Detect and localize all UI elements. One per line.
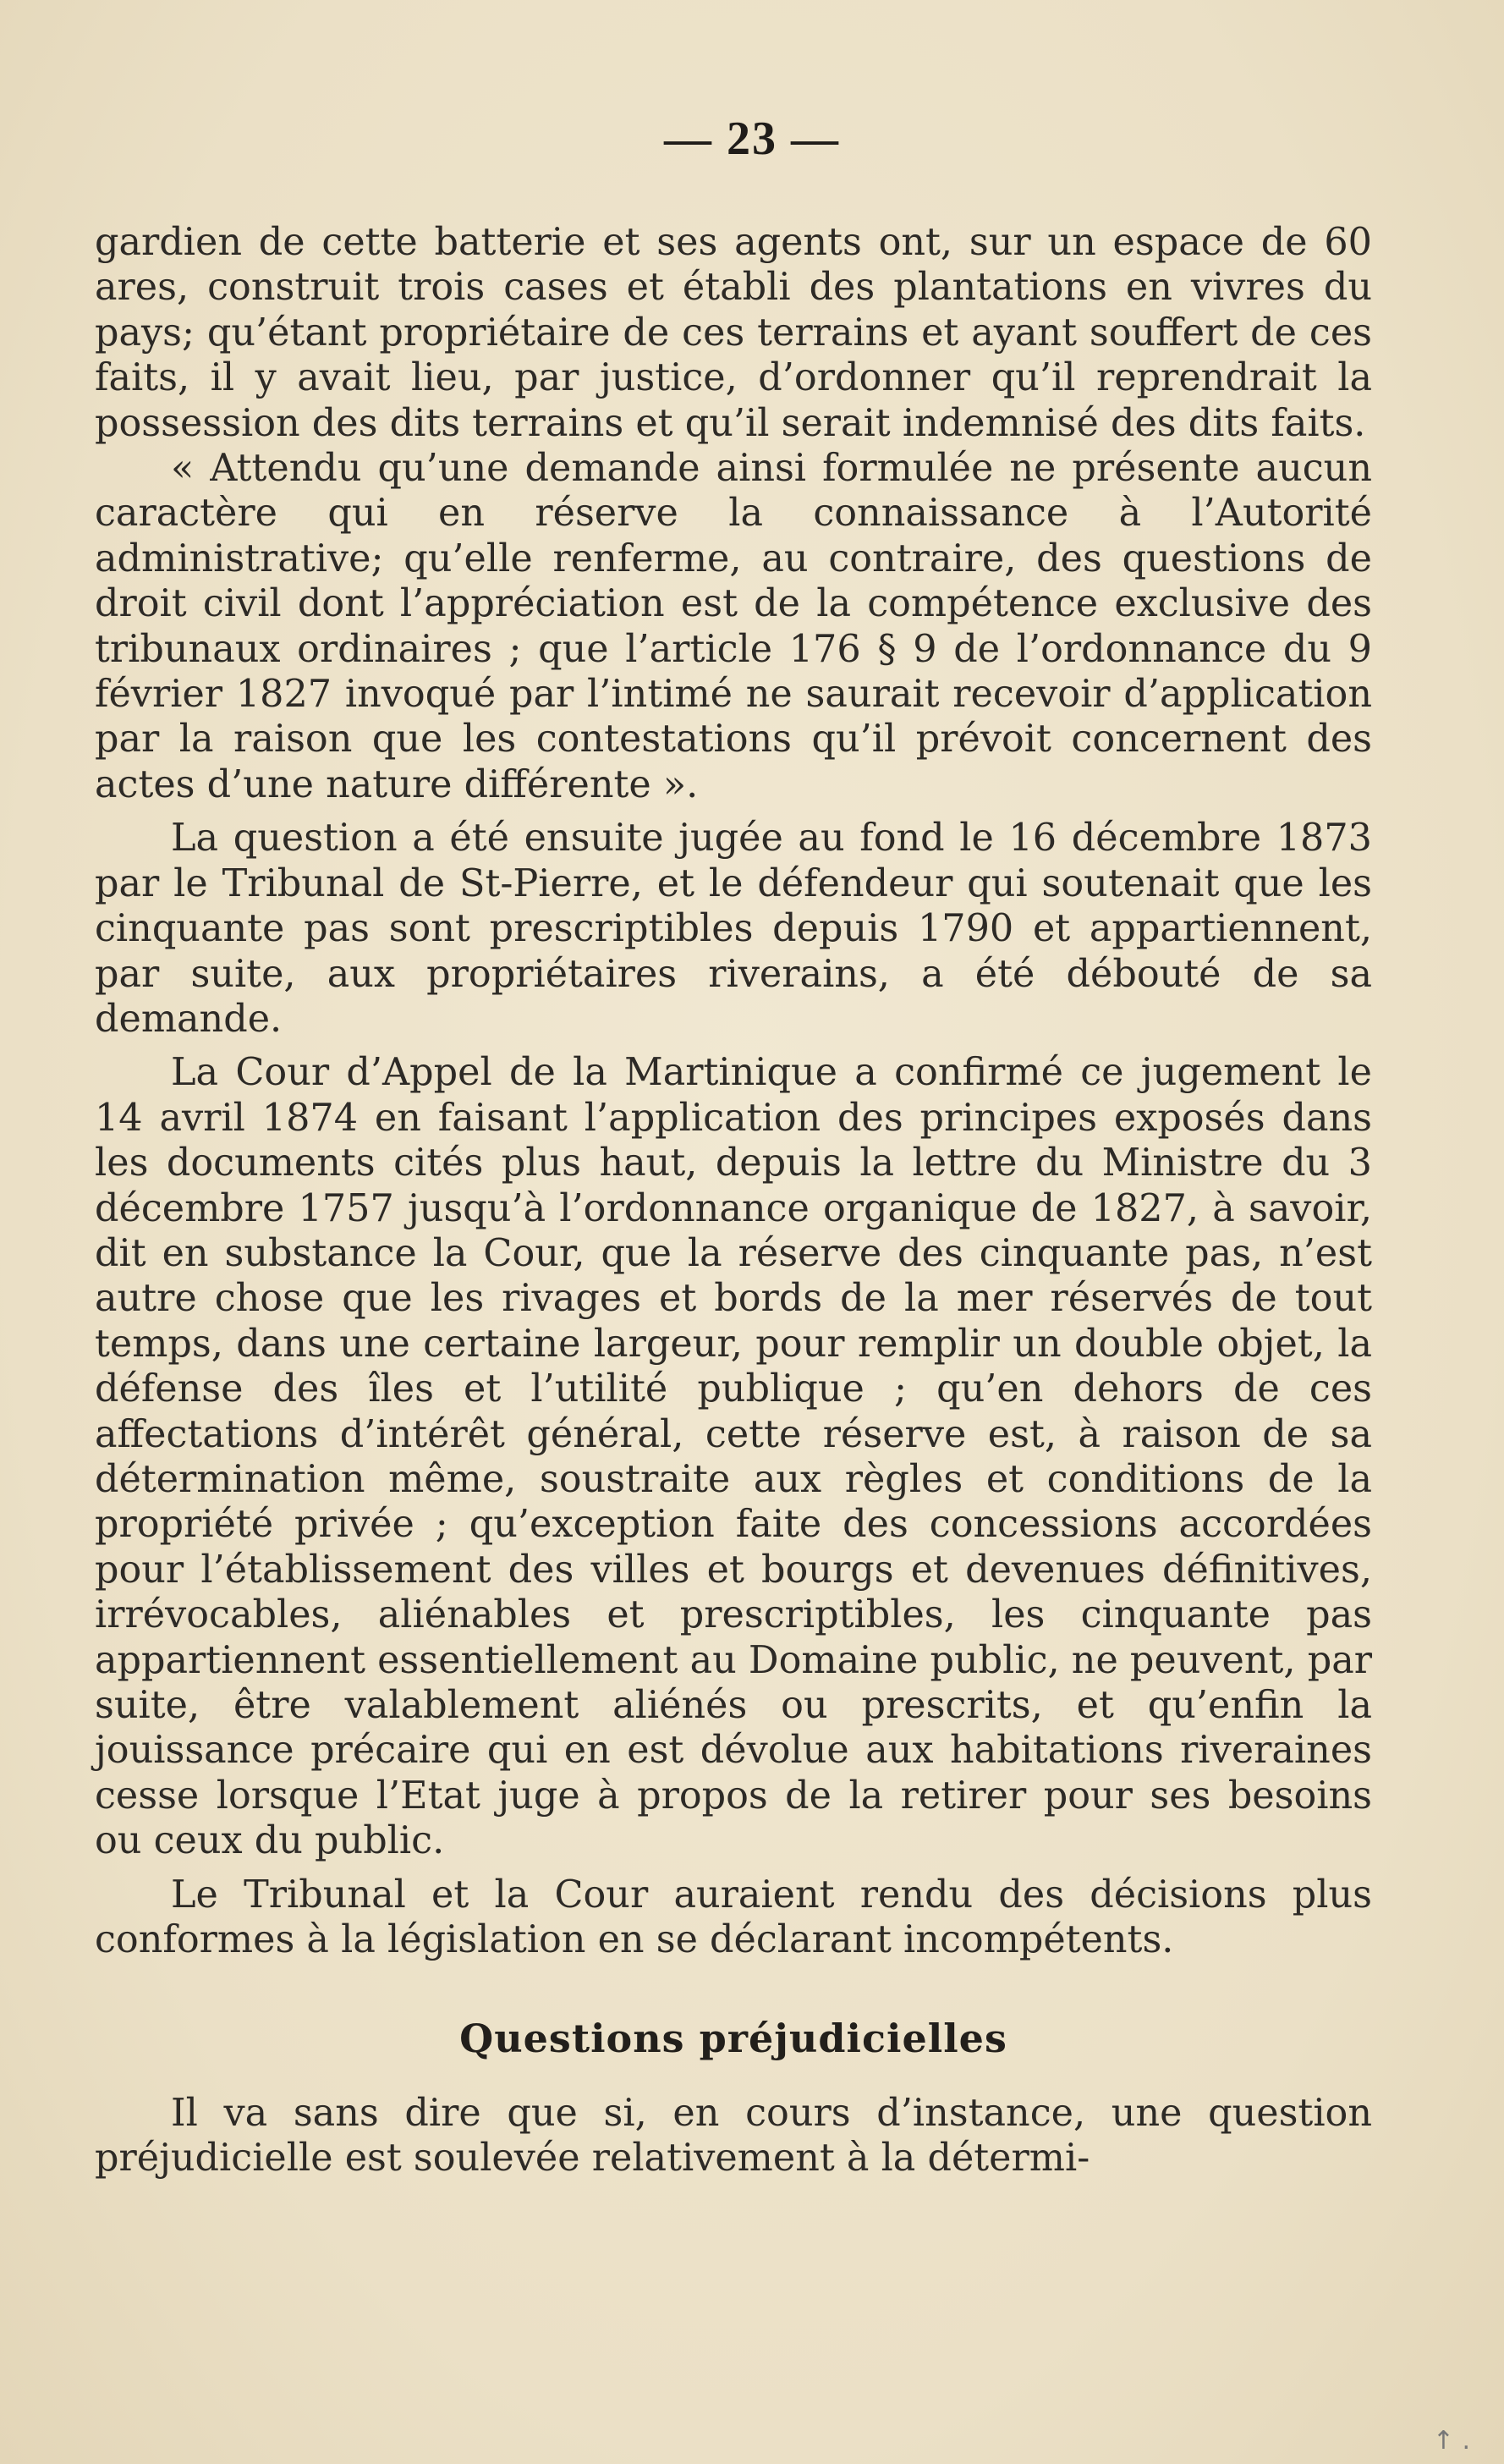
paragraph: Le Tribunal et la Cour auraient rendu des décisions plus conformes à la législation en se déclarant incompétents. [95, 1873, 1372, 1962]
body-text [95, 220, 1372, 2181]
paragraph: La Cour d’Appel de la Martinique a confirmé ce jugement le 14 avril 1874 en faisant l’application des principes exposés dans les documents cités plus haut, depuis la lettre du Ministre du 3 décembre 1757 jusqu’à l’ordonnance organique de 1827, à savoir, dit en substance la Cour, que la réserve des cinquante pas, n’est autre chose que les rivages et bords de la mer réservés de tout temps, dans une certaine largeur, pour remplir un double objet, la défense des îles et l’utilité publique ; qu’en dehors de ces affectations d’intérêt général, cette réserve est, à raison de sa détermination même, soustraite aux règles et conditions de la propriété privée ; qu’exception faite des concessions accordées pour l’établissement des villes et bourgs et devenues définitives, irrévocables, aliénables et prescriptibles, les cinquante pas appartiennent essentiellement au Domaine public, ne peuvent, par suite, être valablement aliénés ou prescrits, et qu’enfin la jouissance précaire qui en est dévolue aux habitations riveraines cesse lorsque l’Etat juge à propos de la retirer pour ses besoins ou ceux du public. [95, 1051, 1373, 1863]
paragraph: La question a été ensuite jugée au fond le 16 décembre 1873 par le Tribunal de St-Pierre, et le défendeur qui soutenait que les cinquante pas sont prescriptibles depuis 1790 et appartiennent, par suite, aux propriétaires riverains, a été débouté de sa demande. [95, 817, 1372, 1041]
section-title: Questions préjudicielles [459, 2016, 1007, 2062]
page-number: — 23 — [664, 113, 840, 165]
paragraph: gardien de cette batterie et ses agents ont, sur un espace de 60 ares, construit trois cases et établi des plantations en vivres du pays; qu’étant propriétaire de ces terrains et ayant souffert de ces faits, il y avait lieu, par justice, d’ordonner qu’il reprendrait la possession des dits terrains et qu’il serait indemnisé des dits faits. [95, 221, 1372, 445]
paragraph: Il va sans dire que si, en cours d’instance, une question préjudicielle est soulevée relativement à la détermi- [95, 2091, 1372, 2181]
corner-mark: ↑ . [1432, 2426, 1470, 2456]
paragraph: « Attendu qu’une demande ainsi formulée ne présente aucun caractère qui en réserve la connaissance à l’Autorité administrative; qu’elle renferme, au contraire, des questions de droit civil dont l’appréciation est de la compétence exclusive des tribunaux ordinaires ; que l’article 176 § 9 de l’ordonnance du 9 février 1827 invoqué par l’intimé ne saurait recevoir d’application par la raison que les contestations qu’il prévoit concernent des actes d’une nature différente ». [95, 447, 1372, 806]
